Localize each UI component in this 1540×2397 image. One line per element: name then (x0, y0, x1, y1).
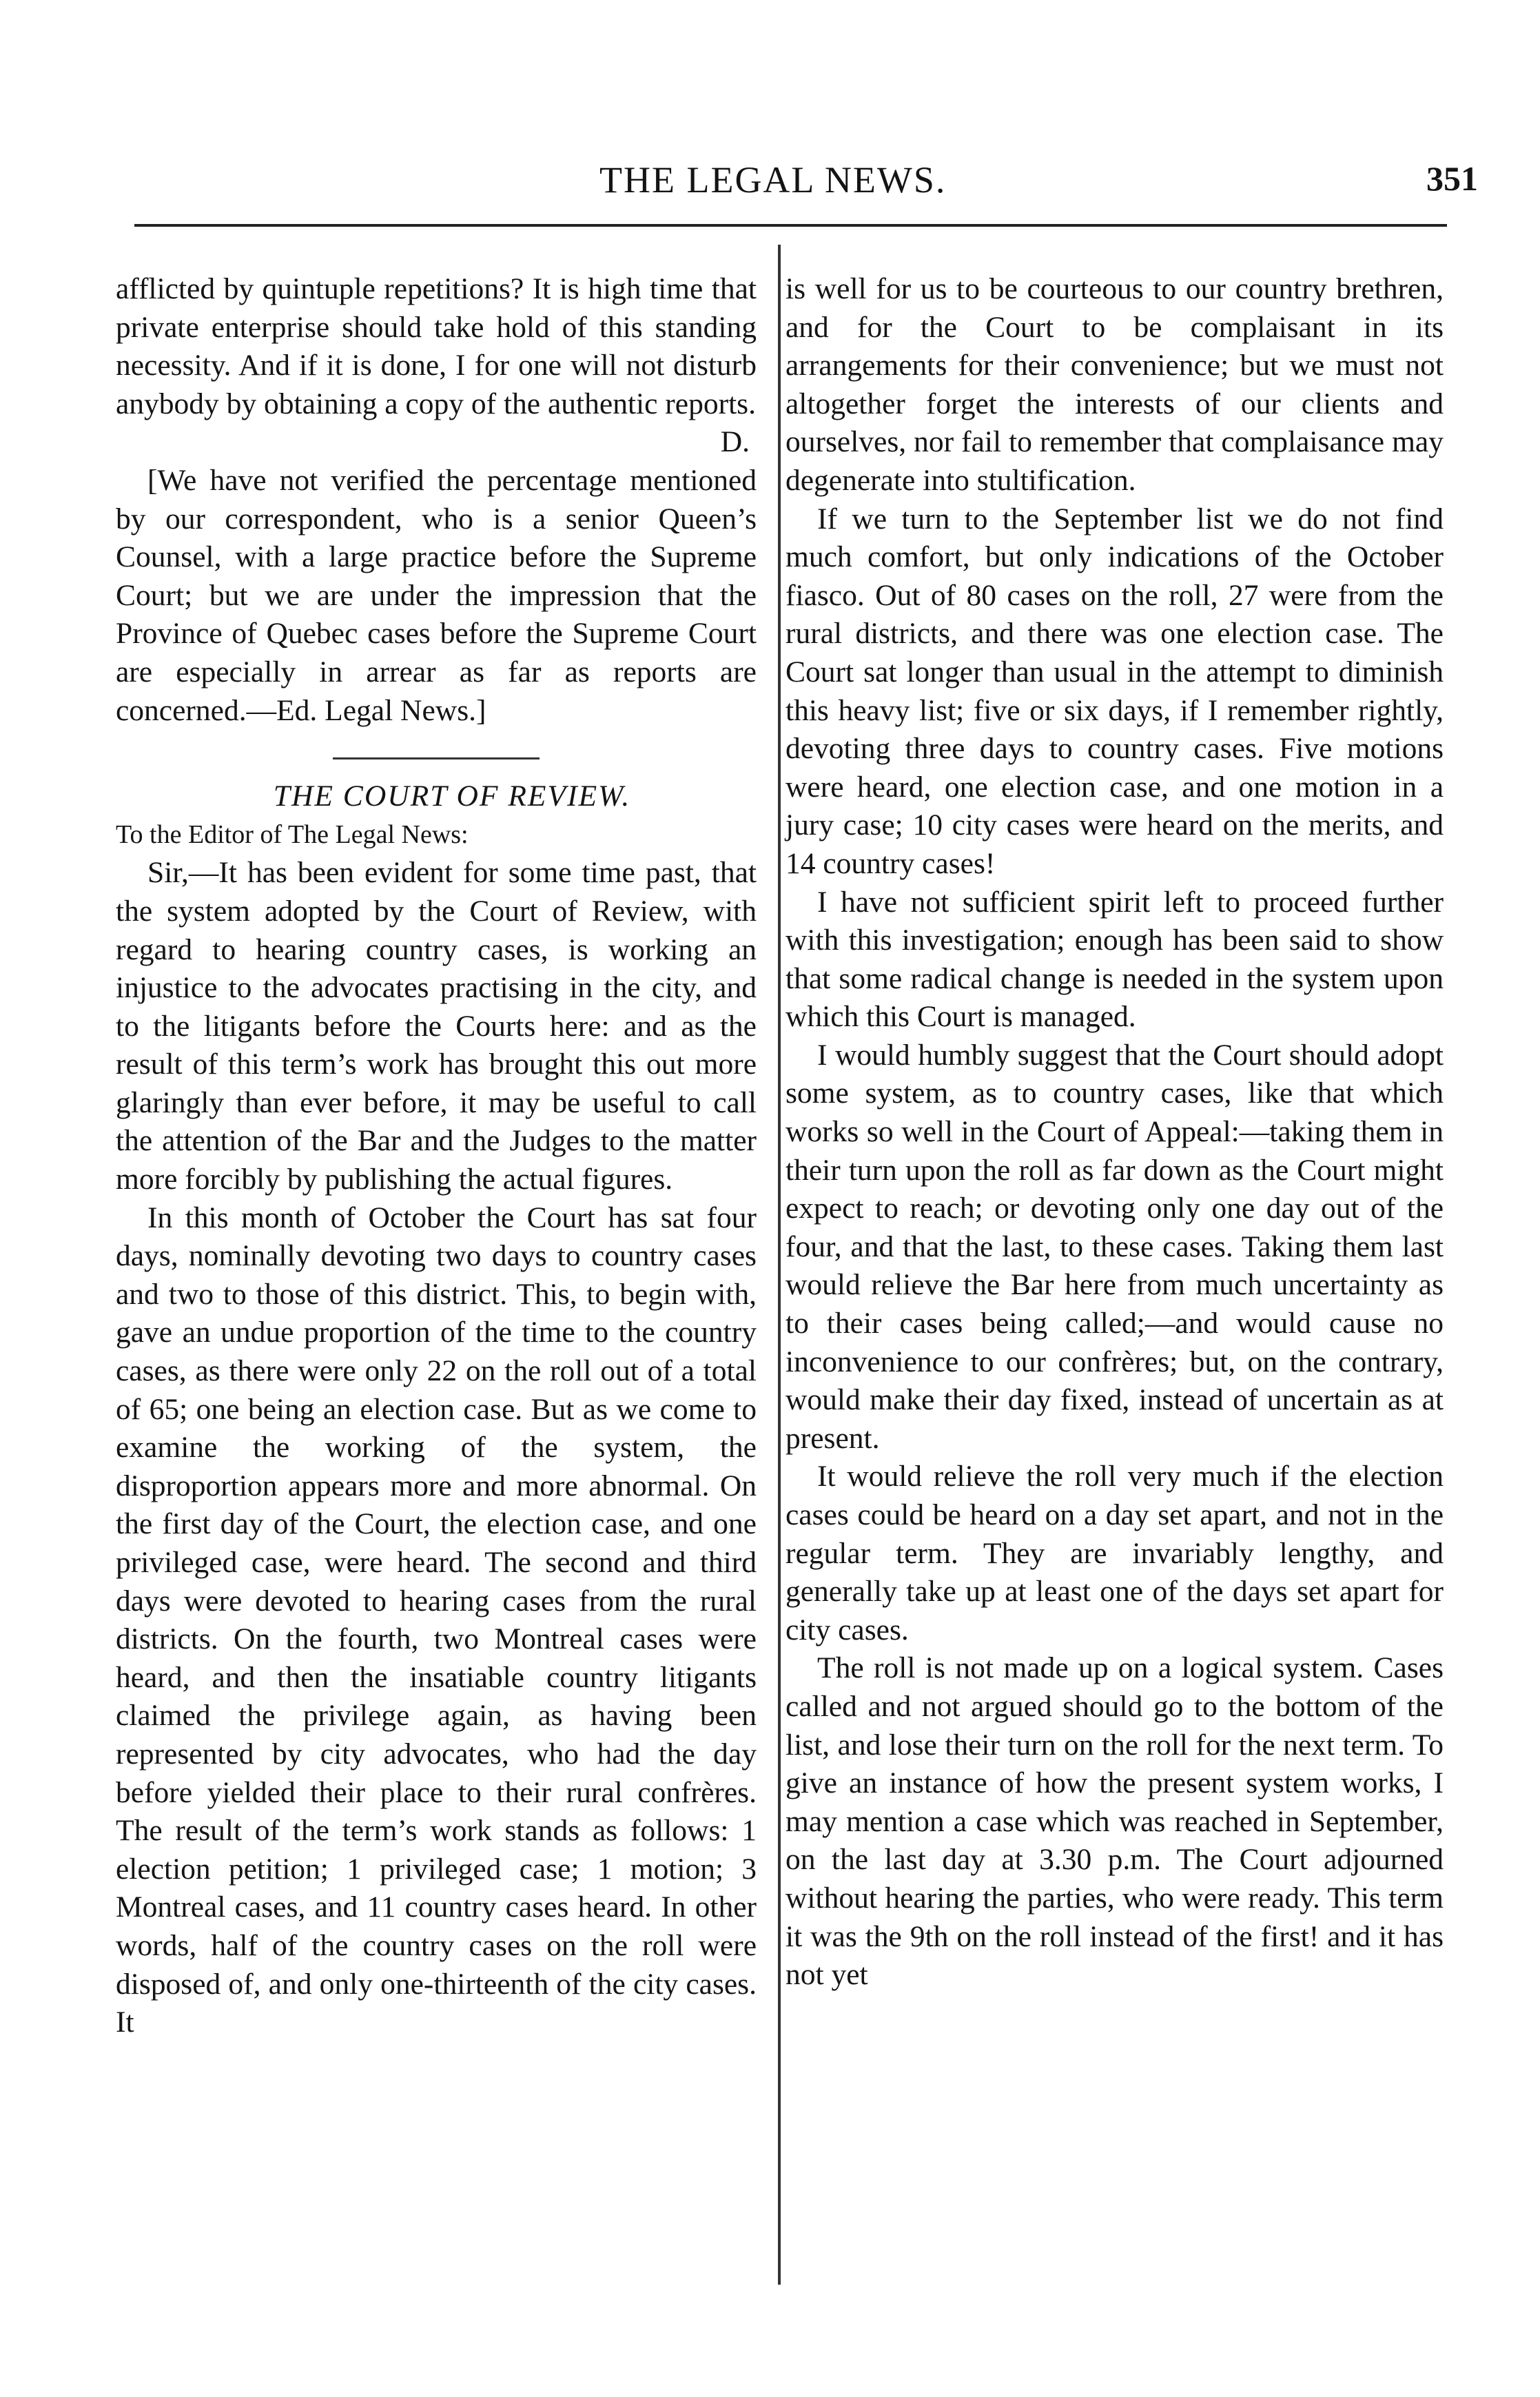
paragraph: I would humbly suggest that the Court should adopt some system, as to country cases, like that which works so well in the Court of Appeal:—taking them in their turn upon the roll as far down as the Court might expect to reach; or devoting only one day out of the four, and that the last, to these cases. Taking them last would relieve the Bar here from much uncertainty as to their cases being called;—and would cause no inconvenience to our confrères; but, on the contrary, would make their day fixed, instead of uncertain as at present. (786, 1038, 1444, 1455)
paragraph: afflicted by quintuple repetitions? It is high time that private enterprise should take hold of this standing necessity. And if it is done, I for one will not disturb anybody by obtaining a copy of the authentic reports. (116, 272, 757, 420)
right-column (786, 270, 1444, 1995)
paragraph: is well for us to be courteous to our country brethren, and for the Court to be complaisant in its arrangements for their convenience; but we must not altogether forget the interests of our clients and ourselves, nor fail to remember that complaisance may degenerate into stultification. (786, 272, 1444, 497)
paragraph: Sir,—It has been evident for some time past, that the system adopted by the Court of Review, with regard to hearing country cases, is working an injustice to the advocates practising in the city, and to the litigants before the Courts here: and as the result of this term’s work has brought this out more glaringly than ever before, it may be useful to call the attention of the Bar and the Judges to the matter more forcibly by publishing the actual figures. (116, 856, 757, 1196)
column-divider (778, 245, 781, 2285)
section-title: THE COURT OF REVIEW. (273, 779, 631, 813)
editor-note: [We have not verified the percentage mentioned by our correspondent, who is a senior Queen’s Counsel, with a large practice before the Supreme Court; but we are under the impression that the Province of Quebec cases before the Supreme Court are especially in arrear as far as reports are concerned.—Ed. Legal News.] (116, 463, 757, 727)
page-number: 351 (1426, 159, 1478, 198)
paragraph: It would relieve the roll very much if the election cases could be heard on a day set apart, and not in the regular term. They are invariably lengthy, and generally take up at least one of the days set apart for city cases. (786, 1460, 1444, 1646)
header-rule (134, 224, 1447, 227)
paragraph: I have not sufficient spirit left to proceed further with this investigation; enough has been said to show that some radical change is needed in the system upon which this Court is managed. (786, 885, 1444, 1034)
running-header-title: THE LEGAL NEWS. (599, 159, 947, 201)
paragraph: The roll is not made up on a logical system. Cases called and not argued should go to the bottom of the list, and lose their turn on the roll for the next term. To give an instance of how the present system works, I may mention a case which was reached in September, on the last day at 3.30 p.m. The Court adjourned without hearing the parties, who were ready. This term it was the 9th on the roll instead of the first! and it has not yet (786, 1651, 1444, 1992)
section-divider (333, 757, 540, 759)
left-column (116, 270, 757, 2042)
paragraph: In this month of October the Court has sat four days, nominally devoting two days to country cases and two to those of this district. This, to begin with, gave an undue proportion of the time to the country cases, as there were only 22 on the roll out of a total of 65; one being an election case. But as we come to examine the working of the system, the disproportion appears more and more abnormal. On the first day of the Court, the election case, and one privileged case, were heard. The second and third days were devoted to hearing cases from the rural districts. On the fourth, two Montreal cases were heard, and then the insatiable country litigants claimed the privilege again, as having been represented by city advocates, who had the day before yielded their place to their rural confrères. The result of the term’s work stands as follows: 1 election petition; 1 privileged case; 1 motion; 3 Montreal cases, and 11 country cases heard. In other words, half of the country cases on the roll were disposed of, and only one-thirteenth of the city cases. It (116, 1201, 757, 2039)
paragraph: If we turn to the September list we do not find much comfort, but only indications of the October fiasco. Out of 80 cases on the roll, 27 were from the rural districts, and there was one election case. The Court sat longer than usual in the attempt to diminish this heavy list; five or six days, if I remember rightly, devoting three days to country cases. Five motions were heard, one election case, and one motion in a jury case; 10 city cases were heard on the merits, and 14 country cases! (786, 502, 1444, 880)
salutation: To the Editor of The Legal News: (116, 819, 469, 849)
signature: D. (720, 425, 750, 459)
